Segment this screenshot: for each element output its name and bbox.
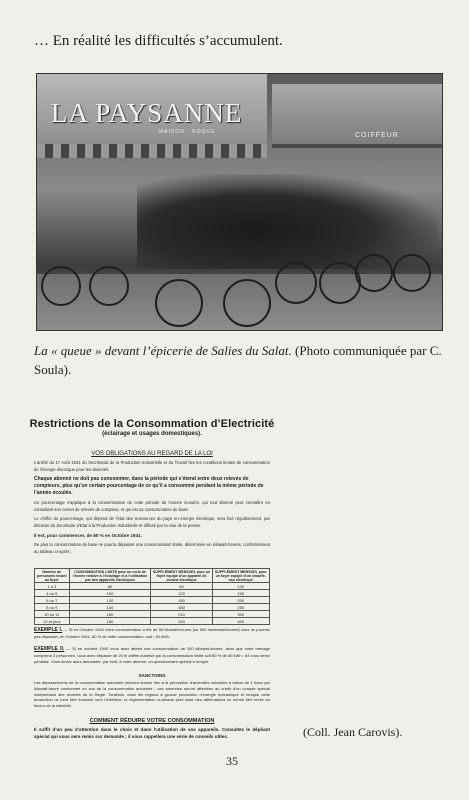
example-1 xyxy=(34,627,270,640)
table-header-cell: SUPPLÉMENT MENSUEL pour un foyer équipé d’un appareil de cuisine électrique xyxy=(152,569,211,582)
table-cell: 6 ou 7 xyxy=(35,597,70,604)
example-2 xyxy=(34,646,270,665)
page-number: 35 xyxy=(226,754,238,768)
table-cell: 150 xyxy=(212,590,270,597)
sanctions-text: Les dépassements de la consommation autorisée peuvent donner lieu à la perception d’amendes calculées à raison de 1 franc par kilowatt-heure consommé en sus de la consommation autorisée ; ces amendes seront affectées au crédit d’un compte spécial indépendant des recettes de la Régie. Toutefois, dans les régions à grosse production d’énergie hydraulique et lorsque cette production ne peut être évacuée vers l’extérieur, la réglementation ci-dessus peut subir des atténuations ou même être levée en faveur de la clientèle. xyxy=(34,680,270,709)
table-cell: 210 xyxy=(151,611,212,618)
restriction-poster xyxy=(28,418,276,753)
table-cell: 10 ou 11 xyxy=(35,611,70,618)
table-cell: 300 xyxy=(212,611,270,618)
sanctions-heading: SANCTIONS xyxy=(138,673,166,678)
poster-paragraph: Il est, pour commencer, de 80 % en Octobre 1941. xyxy=(34,533,142,538)
table-row xyxy=(35,597,270,604)
bicycle-wheel xyxy=(393,254,431,292)
table-cell: 120 xyxy=(212,583,270,590)
page-header-text: … En réalité les difficultés s’accumulent. xyxy=(34,33,283,49)
queue-photo xyxy=(36,73,443,331)
poster-title: Restrictions de la Consommation d’Electricité xyxy=(29,418,275,430)
table-header-row xyxy=(35,569,270,583)
bicycle-wheel xyxy=(355,254,393,292)
table-cell: 120 xyxy=(151,590,212,597)
table-cell: 90 xyxy=(151,583,212,590)
table-cell: 200 xyxy=(212,597,270,604)
caption-credit: (Photo communiquée par C. Soula). xyxy=(34,343,442,377)
table-cell: 8 ou 9 xyxy=(35,604,70,611)
table-row xyxy=(35,583,270,590)
poster-paragraph: Le chiffre du pourcentage, qui dépend de l’état des ressources du pays en énergie électrique, sera fixé régulièrement, par décision du Secrétaire d’Etat à la Production Industrielle et diffusé par la voie de la presse. xyxy=(34,516,270,528)
awning-fringe xyxy=(37,144,267,158)
caption-italic: La « queue » devant l’épicerie de Salies du Salat. xyxy=(34,343,292,358)
table-cell: 400 xyxy=(212,618,270,625)
poster-subtitle: (éclairage et usages domestiques). xyxy=(102,431,202,437)
table-cell: 250 xyxy=(212,604,270,611)
table-body xyxy=(35,583,270,625)
bicycle-wheel xyxy=(41,266,81,306)
bicycle-wheel xyxy=(223,279,271,327)
table-cell: 12 et plus xyxy=(35,618,70,625)
bicycle-wheel xyxy=(155,279,203,327)
example-2-label: EXEMPLE II. xyxy=(34,646,65,652)
table-cell: 100 xyxy=(69,590,151,597)
table-row xyxy=(35,611,270,618)
table-header-cell: Nombre de personnes vivant au foyer xyxy=(35,569,70,583)
example-1-label: EXEMPLE I. xyxy=(34,627,63,633)
table-cell: 1 à 3 xyxy=(35,583,70,590)
table-cell: 140 xyxy=(69,604,151,611)
bicycle-wheel xyxy=(275,262,317,304)
poster-paragraph: Ce pourcentage s’applique à la consommation de cette période de l’année écoulée, qui tout abonné peut connaître en consultant son carnet de relevés de compteur, et qui est sa consommation de base. xyxy=(34,500,270,512)
reduce-heading: COMMENT RÉDUIRE VOTRE CONSOMMATION xyxy=(89,718,215,724)
table-cell: 180 xyxy=(151,604,212,611)
table-row xyxy=(35,604,270,611)
table-row xyxy=(35,590,270,597)
table-cell: 160 xyxy=(69,611,151,618)
table-cell: 120 xyxy=(69,597,151,604)
poster-paragraph: De plus la consommation de base ne pourra dépasser une consommation limite, déterminée en kilowatt-heures, conformément au tableau ci-après : xyxy=(34,542,270,554)
table-row xyxy=(35,618,270,625)
photo-caption xyxy=(34,342,454,380)
table-cell: 180 xyxy=(69,618,151,625)
poster-paragraph: L’arrêté du 17 Août 1941 du Secrétariat de la Production Industrielle et du Travail fixe les conditions limites de consommation de l’énergie électrique pour les abonnés. xyxy=(34,460,270,472)
table-cell: 150 xyxy=(151,597,212,604)
table-cell: 80 xyxy=(69,583,151,590)
table-cell: 240 xyxy=(151,618,212,625)
shop-sign-sub: MAISON · ROQUE xyxy=(159,129,216,135)
queue-crowd xyxy=(137,174,437,269)
table-cell: 4 ou 5 xyxy=(35,590,70,597)
table-header-cell: SUPPLÉMENT MENSUEL pour un foyer équipé d’un chauffe-eau électrique xyxy=(212,569,270,583)
poster-bold-paragraph: Chaque abonné ne doit pas consommer, dans la période qui s’étend entre deux relevés de compteurs, plus qu’un certain pourcentage de ce qu’il a consommé pendant la même période de l’année écoulée. xyxy=(34,476,264,496)
shop-sign: LA PAYSANNE xyxy=(51,98,243,128)
collection-credit: (Coll. Jean Carovis). xyxy=(303,725,403,739)
bicycle-wheel xyxy=(89,266,129,306)
poster-obligations-heading: VOS OBLIGATIONS AU REGARD DE LA LOI xyxy=(91,451,213,457)
table-header-cell: CONSOMMATION LIMITE pour un mois de l’année relative à l’éclairage et à l’utilisation par des appareils électriques xyxy=(69,569,151,583)
reduce-text: Il suffit d’un peu d’attention dans le choix et dans l’utilisation de vos appareils. Consultez le dépliant spécial qui vous sera remis sur demande ; il vous rappellera une série de conseils utiles. xyxy=(34,727,270,739)
example-2-text: — Si en octobre 1940 vous avez atteint une consommation de 100 kilowatt-heures, alors que votre ménage comprend 3 personnes, vous avez dépassé de 20 le chiffre autorisé par la consommation limite soit 80 % de 80 kWh ; 64 vous serez pénalisé. Vous devez alors demander, par écrit, à votre abonné, un questionnaire spécial à remplir. xyxy=(34,646,270,665)
example-1-text: — Si en Octobre 1940 votre consommation a été de 50 kilowatt-heures (ou 500 hectowatt-heures) vous ne pourrez pas dépasser, en Octobre 1941, 80 % de cette consommation, soit : 40 kWh. xyxy=(34,627,270,640)
right-shop-sign: COIFFEUR xyxy=(355,132,399,139)
consumption-table xyxy=(34,568,270,625)
